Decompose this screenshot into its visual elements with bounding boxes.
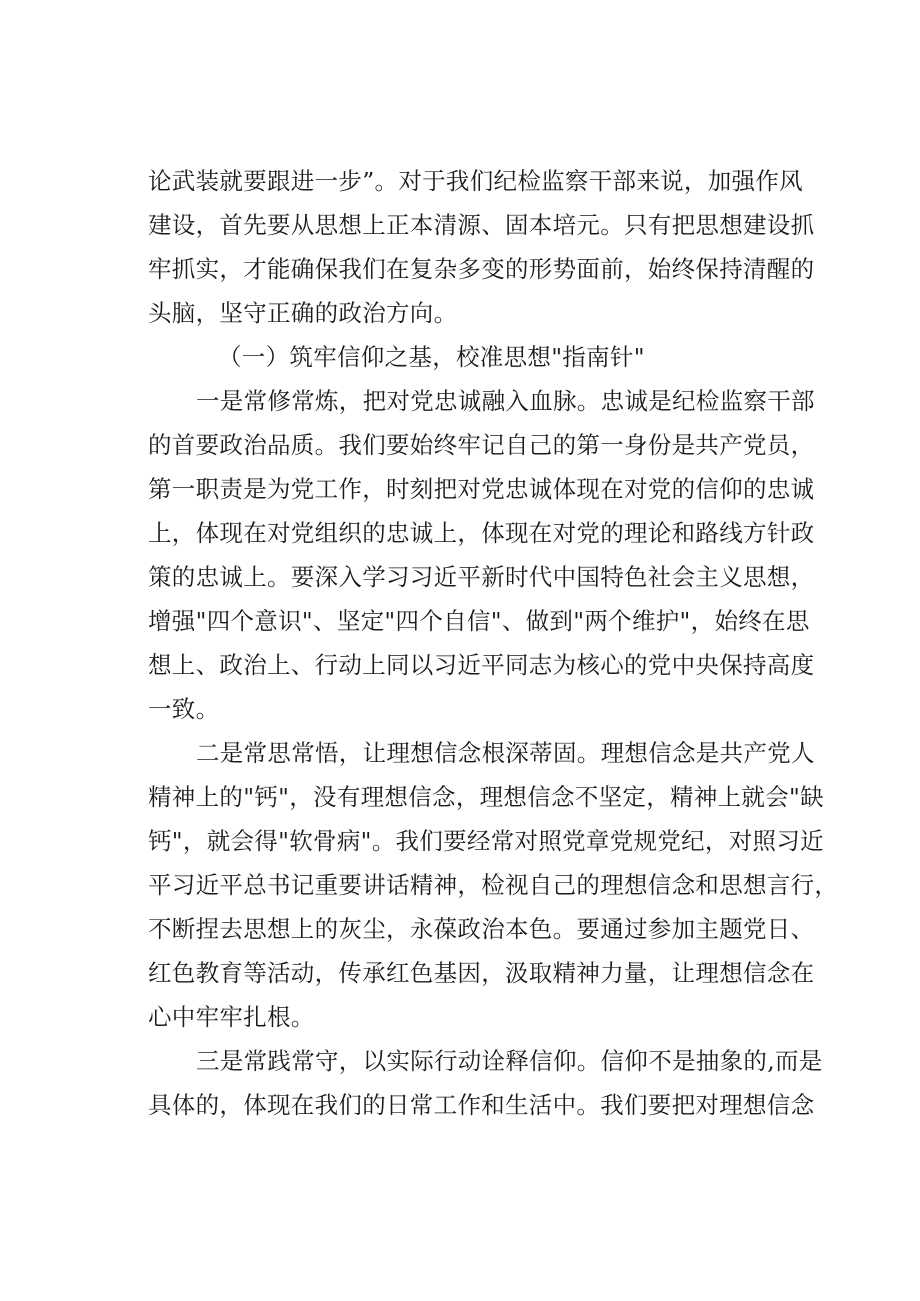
body-text-line: 平习近平总书记重要讲话精神，检视自己的理想信念和思想言行， [148,871,839,899]
body-text-line: 钙"，就会得"软骨病"。我们要经常对照党章党规党纪，对照习近 [148,827,824,855]
body-text-line: 策的忠诚上。要深入学习习近平新时代中国特色社会主义思想， [148,563,815,591]
body-text-line: 第一职责是为党工作，时刻把对党忠诚体现在对党的信仰的忠诚 [148,475,815,503]
body-text-line: 论武装就要跟进一步”。对于我们纪检监察干部来说，加强作风 [148,167,803,195]
paragraph-first-line: 三是常践常守，以实际行动诠释信仰。信仰不是抽象的,而是 [196,1047,823,1075]
body-text-line: 精神上的"钙"，没有理想信念，理想信念不坚定，精神上就会"缺 [148,783,824,811]
body-text-line: 上，体现在对党组织的忠诚上，体现在对党的理论和路线方针政 [148,519,815,547]
paragraph-first-line: 一是常修常炼，把对党忠诚融入血脉。忠诚是纪检监察干部 [196,387,815,415]
body-text-line: 心中牢牢扎根。 [148,1003,315,1031]
body-text-line: 牢抓实，才能确保我们在复杂多变的形势面前，始终保持清醒的 [148,255,815,283]
body-text-line: 红色教育等活动，传承红色基因，汲取精神力量，让理想信念在 [148,959,815,987]
paragraph-first-line: 二是常思常悟，让理想信念根深蒂固。理想信念是共产党人 [196,739,815,767]
body-text-line: 的首要政治品质。我们要始终牢记自己的第一身份是共产党员， [148,431,815,459]
body-text-line: 具体的，体现在我们的日常工作和生活中。我们要把对理想信念 [148,1091,815,1119]
body-text-line: 增强"四个意识"、坚定"四个自信"、做到"两个维护"，始终在思 [148,607,810,635]
section-heading: （一）筑牢信仰之基，校准思想"指南针" [218,343,645,371]
body-text-line: 不断捏去思想上的灰尘，永葆政治本色。要通过参加主题党日、 [148,915,815,943]
body-text-line: 建设，首先要从思想上正本清源、固本培元。只有把思想建设抓 [148,211,815,239]
body-text-line: 想上、政治上、行动上同以习近平同志为核心的党中央保持高度 [148,651,815,679]
body-text-line: 一致。 [148,695,220,723]
body-text-line: 头脑，坚守正确的政治方向。 [148,299,458,327]
